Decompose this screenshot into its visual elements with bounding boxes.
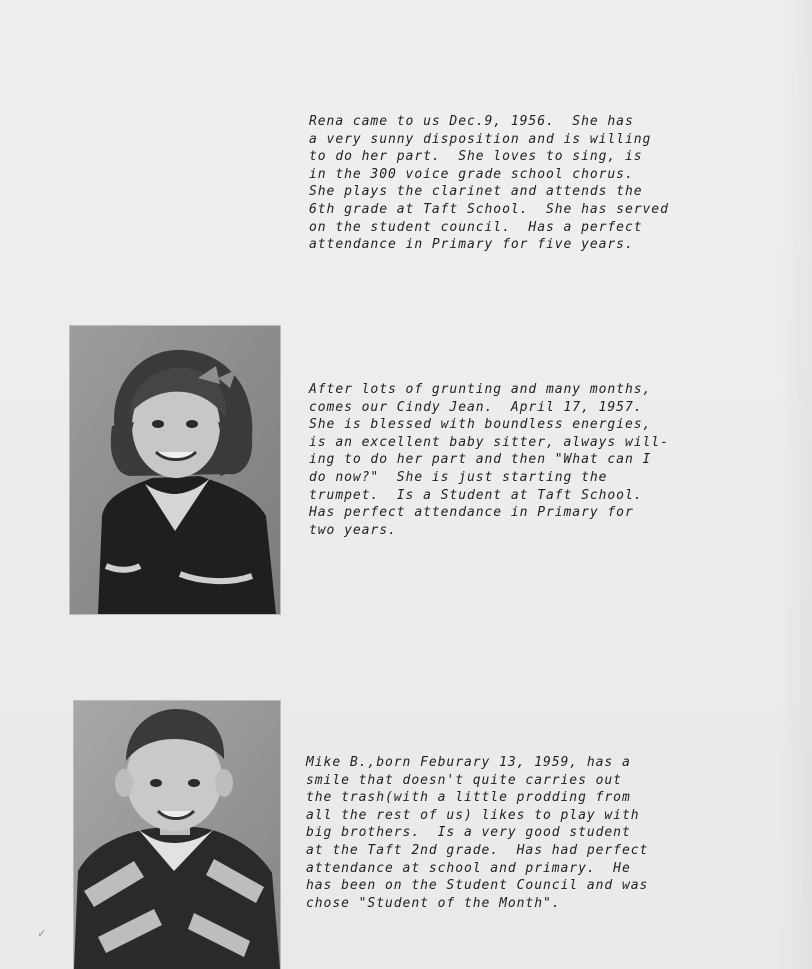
rena-paragraph [309,113,669,254]
rena-line-1: Rena came to us Dec.9, 1956. She has [309,114,634,129]
cindy-line-5: ing to do her part and then "What can I [309,452,652,468]
rena-line-8: attendance in Primary for five years. [309,237,634,253]
rena-line-5: She plays the clarinet and attends the [309,184,643,200]
cindy-photo [70,326,280,614]
mike-line-9: chose "Student of the Month". [306,895,561,911]
mike-line-5: big brothers. Is a very good student [306,825,631,841]
mike-line-2: smile that doesn't quite carries out [306,772,622,788]
mike-line-1: Mike B.,born Feburary 13, 1959, has a [306,755,631,770]
mike-line-4: all the rest of us) likes to play with [306,807,640,823]
cindy-line-3: She is blessed with boundless energies, [309,417,652,433]
cindy-line-6: do now?" She is just starting the [309,469,608,485]
cindy-line-1: After lots of grunting and many months, [309,382,652,397]
mike-line-7: attendance at school and primary. He [306,860,631,876]
rena-line-4: in the 300 voice grade school chorus. [309,166,634,182]
boy-portrait-image [74,701,280,969]
mike-line-6: at the Taft 2nd grade. Has had perfect [306,842,649,858]
cindy-line-4: is an excellent baby sitter, always will- [309,434,669,450]
girl-portrait-image [70,326,280,614]
rena-line-3: to do her part. She loves to sing, is [309,149,643,165]
rena-line-6: 6th grade at Taft School. She has served [309,201,669,217]
cindy-line-7: trumpet. Is a Student at Taft School. [309,487,643,503]
mike-photo [74,701,280,969]
cindy-line-2: comes our Cindy Jean. April 17, 1957. [309,399,643,415]
corner-mark-icon: ✓ [38,926,46,940]
page-edge-shadow [778,0,812,969]
mike-paragraph [306,754,648,912]
cindy-line-9: two years. [309,522,397,538]
rena-line-2: a very sunny disposition and is willing [309,131,652,147]
mike-line-8: has been on the Student Council and was [306,878,649,894]
cindy-line-8: Has perfect attendance in Primary for [309,505,634,521]
cindy-paragraph [309,381,669,539]
mike-line-3: the trash(with a little prodding from [306,790,631,806]
rena-line-7: on the student council. Has a perfect [309,219,643,235]
